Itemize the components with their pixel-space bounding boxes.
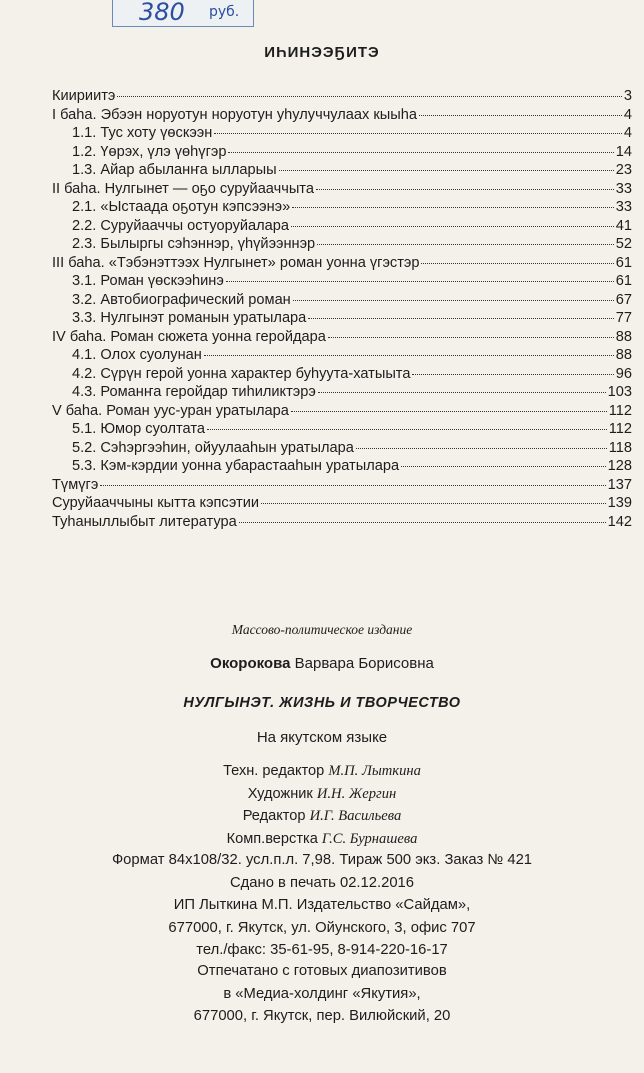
toc-entry-page: 77 (615, 310, 632, 326)
toc-entry-title: IV баһа. Роман сюжета уонна геройдара (52, 328, 326, 345)
toc-entry (52, 125, 632, 144)
toc-entry (52, 310, 632, 329)
toc-leader-dots (328, 337, 614, 338)
toc-entry-page: 33 (615, 199, 632, 215)
publisher-line: тел./факс: 35-61-95, 8-914-220-16-17 (196, 942, 448, 958)
toc-entry (52, 181, 632, 200)
toc-entry-title: 4.3. Романҥа геройдар тиһиликтэрэ (72, 384, 316, 400)
publisher-line: 677000, г. Якутск, ул. Ойунского, 3, офис 707 (168, 919, 476, 936)
toc-entry-title: Түмүгэ (52, 476, 99, 493)
toc-leader-dots (292, 207, 614, 208)
toc-leader-dots (421, 263, 613, 264)
toc-entry-page: 96 (615, 365, 632, 382)
publisher-info (0, 849, 644, 962)
toc-leader-dots (318, 392, 606, 393)
toc-entry-page: 23 (615, 162, 632, 178)
toc-entry (52, 107, 632, 126)
toc-entry-page: 88 (615, 328, 632, 345)
book-language: На якутском языке (256, 729, 388, 746)
toc-entry-page: 139 (607, 495, 632, 511)
toc-entry-title: 5.2. Сэһэргээһин, ойуулааһын уратылара (72, 439, 354, 456)
toc-entry-page: 61 (615, 273, 632, 289)
publisher-line: Формат 84х108/32. усл.п.л. 7,98. Тираж 500 экз. Заказ № 421 (111, 852, 533, 868)
toc-entry (52, 366, 632, 385)
toc-leader-dots (316, 189, 614, 190)
printer-info (0, 960, 644, 1028)
toc-entry-page: 33 (615, 180, 632, 197)
toc-leader-dots (226, 281, 614, 282)
toc-entry-title: 5.1. Юмор суолтата (72, 421, 205, 437)
toc-leader-dots (117, 96, 622, 97)
toc-entry-title: 3.1. Роман үөскээһинэ (72, 273, 224, 289)
toc-leader-dots (308, 318, 613, 319)
toc-leader-dots (401, 466, 606, 467)
toc-entry-page: 14 (615, 143, 632, 160)
toc-entry-title: 1.2. Үөрэх, үлэ үөһүгэр (72, 143, 227, 160)
toc-entry-page: 3 (623, 88, 632, 104)
toc-entry-title: Киириитэ (52, 88, 116, 104)
toc-entry (52, 458, 632, 477)
page-title: ИҺИНЭЭҔИТЭ (264, 44, 380, 61)
toc-entry-page: 103 (607, 384, 632, 400)
toc-leader-dots (279, 170, 614, 171)
toc-entry-title: II баһа. Нулгынет — оҕо суруйааччыта (52, 180, 314, 197)
edition-type: Массово-политическое издание (231, 622, 413, 637)
toc-entry-page: 112 (608, 421, 632, 437)
toc-entry (52, 347, 632, 366)
toc-leader-dots (228, 152, 613, 153)
toc-entry-title: Суруйааччыны кытта кэпсэтии (52, 495, 260, 511)
toc-entry (52, 329, 632, 348)
toc-entry-title: III баһа. «Тэбэнэттээх Нулгынет» роман уонна үгэстэр (52, 254, 420, 271)
credit-line: Художник И.Н. Жергин (247, 785, 397, 802)
toc-entry-page: 118 (608, 439, 632, 456)
price-stamp (112, 0, 254, 27)
toc-entry (52, 255, 632, 274)
toc-entry-title: 2.3. Былыргы сэһэннэр, үһүйээннэр (72, 236, 316, 252)
toc-leader-dots (412, 374, 613, 375)
toc-entry-title: 2.2. Суруйааччы остуоруйалара (72, 217, 290, 234)
toc-entry-page: 61 (615, 254, 632, 271)
toc-entry-page: 4 (623, 106, 632, 123)
toc-entry (52, 273, 632, 292)
publisher-line: ИП Лыткина М.П. Издательство «Сайдам», (173, 897, 471, 913)
toc-entry (52, 440, 632, 459)
toc-leader-dots (100, 485, 605, 486)
credits (0, 760, 644, 850)
toc-entry-title: 1.3. Айар абыланҥа ылларыы (72, 162, 277, 178)
toc-entry (52, 199, 632, 218)
publisher-line: Сдано в печать 02.12.2016 (229, 874, 415, 891)
printer-line: в «Медиа-холдинг «Якутия», (223, 985, 421, 1002)
table-of-contents (52, 88, 632, 532)
toc-entry (52, 162, 632, 181)
toc-entry (52, 88, 632, 107)
toc-entry (52, 144, 632, 163)
toc-entry (52, 403, 632, 422)
toc-entry-page: 52 (615, 236, 632, 252)
toc-entry (52, 495, 632, 514)
toc-entry (52, 236, 632, 255)
toc-entry-title: 4.2. Сүрүн герой уонна характер буһуута-хатыыта (72, 365, 411, 382)
toc-leader-dots (291, 226, 614, 227)
toc-leader-dots (293, 300, 614, 301)
printer-line: Отпечатано с готовых диапозитивов (197, 963, 447, 979)
toc-entry-title: 3.2. Автобиографический роман (72, 291, 291, 308)
toc-entry-page: 137 (607, 476, 632, 493)
toc-entry-title: V баһа. Роман уус-уран уратылара (52, 402, 289, 419)
toc-entry-title: 3.3. Нулгынэт романын уратылара (72, 310, 307, 326)
toc-entry (52, 384, 632, 403)
toc-leader-dots (291, 411, 607, 412)
toc-leader-dots (214, 133, 622, 134)
toc-leader-dots (261, 503, 606, 504)
toc-entry (52, 514, 632, 533)
toc-leader-dots (317, 244, 614, 245)
toc-entry-title: 5.3. Кэм-кэрдии уонна убарастааһын уратылара (72, 458, 400, 474)
author-line (0, 655, 644, 672)
credit-line: Редактор И.Г. Васильева (242, 808, 402, 824)
credit-line: Техн. редактор М.П. Лыткина (223, 763, 421, 779)
author-name: Варвара Борисовна (294, 655, 434, 672)
toc-entry-page: 88 (615, 347, 632, 363)
toc-entry-title: I баһа. Эбээн норуотун норуотун уһулуччулаах кыыһа (52, 106, 417, 123)
book-title: НУЛГЫНЭТ. ЖИЗНЬ И ТВОРЧЕСТВО (183, 695, 461, 711)
toc-leader-dots (207, 429, 607, 430)
toc-entry-title: 4.1. Олох суолунан (72, 347, 202, 363)
toc-leader-dots (239, 522, 606, 523)
toc-entry-title: Туһаныллыбыт литература (52, 513, 237, 530)
toc-leader-dots (419, 115, 622, 116)
toc-entry-page: 142 (607, 513, 632, 530)
toc-leader-dots (204, 355, 614, 356)
toc-entry-page: 4 (623, 125, 632, 141)
toc-entry-page: 67 (615, 291, 632, 308)
toc-entry (52, 218, 632, 237)
toc-leader-dots (356, 448, 607, 449)
toc-entry-page: 41 (615, 217, 632, 234)
printer-line: 677000, г. Якутск, пер. Вилюйский, 20 (193, 1008, 451, 1024)
author-surname: Окорокова (210, 655, 291, 672)
toc-entry (52, 477, 632, 496)
toc-entry-page: 128 (607, 458, 632, 474)
credit-line: Комп.верстка Г.С. Бурнашева (226, 830, 418, 847)
toc-entry-page: 112 (608, 402, 632, 419)
toc-entry (52, 421, 632, 440)
toc-entry-title: 1.1. Тус хоту үөскээн (72, 125, 213, 141)
toc-entry (52, 292, 632, 311)
price-number: 380 (139, 0, 185, 26)
toc-entry-title: 2.1. «Ыстаада оҕотун кэпсээнэ» (72, 199, 291, 215)
price-currency: руб. (209, 4, 240, 20)
